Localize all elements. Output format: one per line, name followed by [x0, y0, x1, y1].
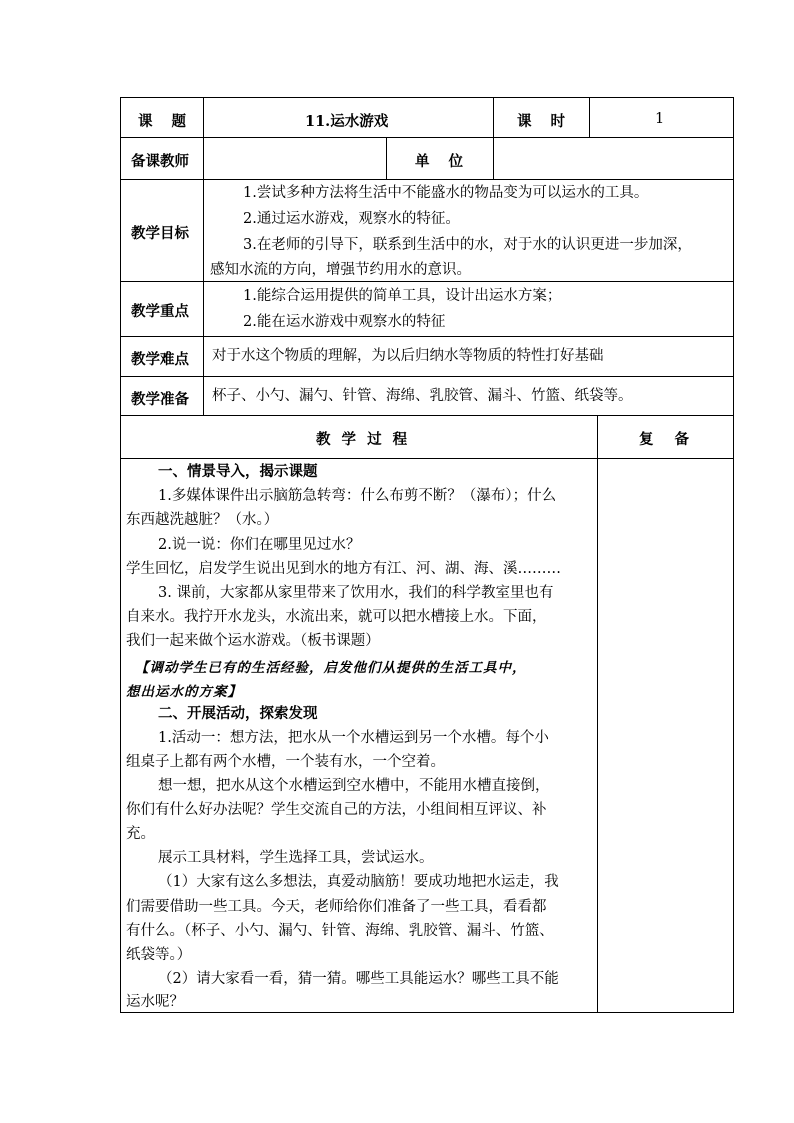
row-divider: [120, 137, 734, 138]
process-line: （2）请大家看一看，猜一猜。哪些工具能运水？哪些工具不能: [158, 971, 559, 987]
key-points-line: 2.能在运水游戏中观察水的特征: [243, 314, 446, 330]
process-line: 自来水。我拧开水龙头，水流出来，就可以把水槽接上水。下面，: [126, 609, 547, 625]
process-line: 1.多媒体课件出示脑筋急转弯：什么布剪不断？（瀑布）；什么: [158, 488, 557, 504]
process-line: 想一想，把水从这个水槽运到空水槽中，不能用水槽直接倒，: [158, 778, 550, 794]
period-label: 课 时: [517, 113, 566, 130]
process-line: 学生回忆，启发学生说出见到水的地方有江、河、湖、海、溪………: [126, 561, 561, 577]
process-line: 3. 课前，大家都从家里带来了饮用水，我们的科学教室里也有: [158, 585, 554, 601]
difficulties-label: 教学难点: [131, 351, 189, 368]
topic-label: 课 题: [138, 113, 187, 130]
teacher-label: 备课教师: [131, 153, 189, 170]
process-line: 展示工具材料，学生选择工具，尝试运水。: [158, 850, 434, 866]
row-divider: [120, 376, 734, 377]
col-divider: [203, 97, 204, 415]
process-line: 我们一起来做个运水游戏。（板书课题）: [126, 633, 380, 649]
col-divider: [493, 97, 494, 137]
section-heading: 二、开展活动，探索发现: [158, 705, 318, 722]
col-divider: [493, 137, 494, 179]
review-header: 复 备: [639, 431, 690, 448]
col-divider: [386, 137, 387, 179]
process-line: 充。: [126, 826, 155, 842]
difficulties-text: 对于水这个物质的理解，为以后归纳水等物质的特性打好基础: [212, 348, 604, 364]
goals-line: 1.尝试多种方法将生活中不能盛水的物品变为可以运水的工具。: [243, 185, 649, 201]
topic-value: 11.运水游戏: [305, 113, 389, 130]
design-note: 想出运水的方案】: [126, 684, 242, 700]
row-divider: [120, 458, 734, 459]
goals-line: 2.通过运水游戏，观察水的特征。: [243, 211, 460, 227]
process-line: （1）大家有这么多想法，真爱动脑筋！要成功地把水运走，我: [158, 874, 559, 890]
process-header: 教 学 过 程: [316, 431, 408, 448]
process-line: 纸袋等。）: [126, 947, 192, 963]
col-divider: [597, 415, 598, 1013]
unit-label: 单 位: [415, 153, 464, 170]
design-note: 【调动学生已有的生活经验，启发他们从提供的生活工具中，: [135, 660, 527, 676]
row-divider: [120, 415, 734, 416]
process-line: 们需要借助一些工具。今天，老师给你们准备了一些工具，看看都: [126, 899, 547, 915]
row-divider: [120, 179, 734, 180]
preparation-label: 教学准备: [131, 391, 189, 408]
key-points-label: 教学重点: [131, 303, 189, 320]
process-line: 有什么。（杯子、小勺、漏勺、针管、海绵、乳胶管、漏斗、竹篮、: [126, 923, 554, 939]
col-divider: [589, 97, 590, 137]
process-line: 2.说一说：你们在哪里见过水？: [158, 537, 361, 553]
process-line: 1.活动一：想方法，把水从一个水槽运到另一个水槽。每个小: [158, 730, 549, 746]
preparation-text: 杯子、小勺、漏勺、针管、海绵、乳胶管、漏斗、竹篮、纸袋等。: [212, 388, 633, 404]
goals-label: 教学目标: [131, 225, 189, 242]
goals-line: 感知水流的方向，增强节约用水的意识。: [210, 262, 471, 278]
row-divider: [120, 336, 734, 337]
process-line: 组桌子上都有两个水槽，一个装有水，一个空着。: [126, 754, 445, 770]
section-heading: 一、情景导入，揭示课题: [158, 463, 318, 480]
row-divider: [120, 281, 734, 282]
process-line: 运水呢？: [126, 994, 184, 1010]
process-line: 你们有什么好办法呢？学生交流自己的方法，小组间相互评议、补: [126, 802, 547, 818]
period-value: 1: [655, 111, 665, 127]
process-line: 东西越洗越脏？（水。）: [126, 512, 279, 528]
key-points-line: 1.能综合运用提供的简单工具，设计出运水方案；: [243, 288, 562, 304]
goals-line: 3.在老师的引导下，联系到生活中的水，对于水的认识更进一步加深，: [243, 237, 692, 253]
